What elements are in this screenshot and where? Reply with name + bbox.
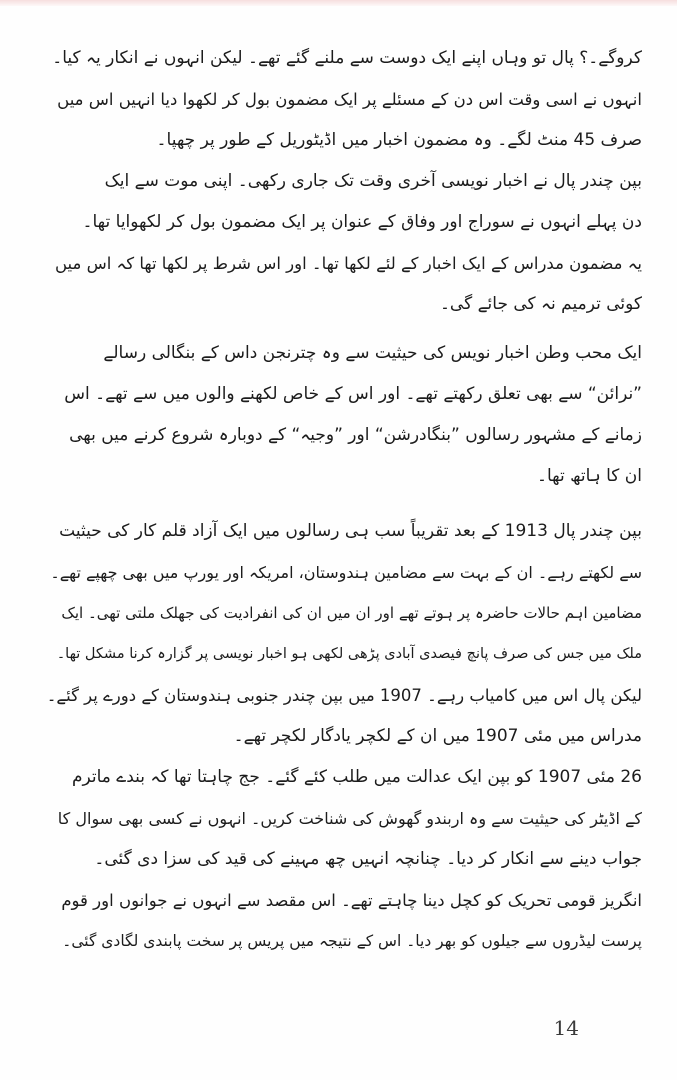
paragraph-1 [46,38,642,161]
text-line: پرست لیڈروں سے جیلوں کو بھر دیا۔ اس کے نتیجہ میں پریس پر سخت پابندی لگادی گئی۔ [62,932,642,950]
text-line: مدراس میں مئی 1907 میں ان کے لکچر یادگار لکچر تھے۔ [233,726,642,746]
text-line: ملک میں جس کی صرف پانچ فیصدی آبادی پڑھی لکھی ہو اخبار نویسی پر گزارہ کرنا مشکل تھا۔ [56,646,642,662]
text-line: ان کا ہاتھ تھا۔ [536,466,642,486]
paragraph-6 [46,757,642,880]
text-line: یہ مضمون مدراس کے ایک اخبار کے لئے لکھا تھا۔ اور اس شرط پر لکھا تھا کہ اس میں [54,254,642,273]
text-line: بپن چندر پال نے اخبار نویسی آخری وقت تک جاری رکھی۔ اپنی موت سے ایک [104,171,642,191]
paragraph-2 [46,161,642,243]
text-line: مضامین اہم حالات حاضرہ پر ہوتے تھے اور ان میں ان کی انفرادیت کی جھلک ملتی تھی۔ ایک [61,604,642,622]
text-line: بپن چندر پال 1913 کے بعد تقریباً سب ہی رسالوں میں ایک آزاد قلم کار کی حیثیت [59,521,642,541]
page-number: 14 [553,1016,579,1040]
text-line: انگریز قومی تحریک کو کچل دینا چاہتے تھے۔ اس مقصد سے انہوں نے جوانوں اور قوم [61,891,642,910]
text-line: صرف 45 منٹ لگے۔ وہ مضمون اخبار میں اڈیٹوریل کے طور پر چھپا۔ [156,130,642,150]
urdu-text-body [46,38,642,962]
text-line: دن پہلے انہوں نے سوراج اور وفاق کے عنوان پر ایک مضمون بول کر لکھوایا تھا۔ [82,212,642,232]
text-line: جواب دینے سے انکار کر دیا۔ چنانچہ انہیں چھ مہینے کی قید کی سزا دی گئی۔ [94,849,642,869]
text-line: انہوں نے اسی وقت اس دن کے مسئلے پر ایک مضمون بول کر لکھوا دیا انہیں اس میں [57,90,642,109]
text-line: کوئی ترمیم نہ کی جائے گی۔ [439,294,642,314]
text-line: سے لکھتے رہے۔ ان کے بہت سے مضامین ہندوستان، امریکہ اور یورپ میں بھی چھپے تھے۔ [50,563,642,582]
text-line: کے اڈیٹر کی حیثیت سے وہ اربندو گھوش کی شناخت کریں۔ انہوں نے کسی بھی سوال کا [57,809,642,828]
paragraph-4 [46,333,642,497]
text-line: ”نرائن“ سے بھی تعلق رکھتے تھے۔ اور اس کے خاص لکھنے والوں میں سے تھے۔ اس [64,384,642,404]
paragraph-5 [46,511,642,757]
paragraph-3 [46,243,642,325]
text-line: ایک محب وطن اخبار نویس کی حیثیت سے وہ چترنجن داس کے بنگالی رسالے [103,343,642,363]
text-line: لیکن پال اس میں کامیاب رہے۔ 1907 میں بپن چندر جنوبی ہندوستان کے دورے پر گئے۔ [46,686,642,705]
text-line: 26 مئی 1907 کو بپن ایک عدالت میں طلب کئے گئے۔ جج چاہتا تھا کہ بندے ماترم [71,767,642,787]
paragraph-7 [46,880,642,962]
text-line: کروگے۔؟ پال تو وہاں اپنے ایک دوست سے ملنے گئے تھے۔ لیکن انہوں نے انکار یہ کیا۔ [52,48,642,68]
page-top-edge [0,0,677,6]
text-line: زمانے کے مشہور رسالوں ”بنگادرشن“ اور ”وجیہ“ کے دوبارہ شروع کرنے میں بھی [69,425,642,445]
